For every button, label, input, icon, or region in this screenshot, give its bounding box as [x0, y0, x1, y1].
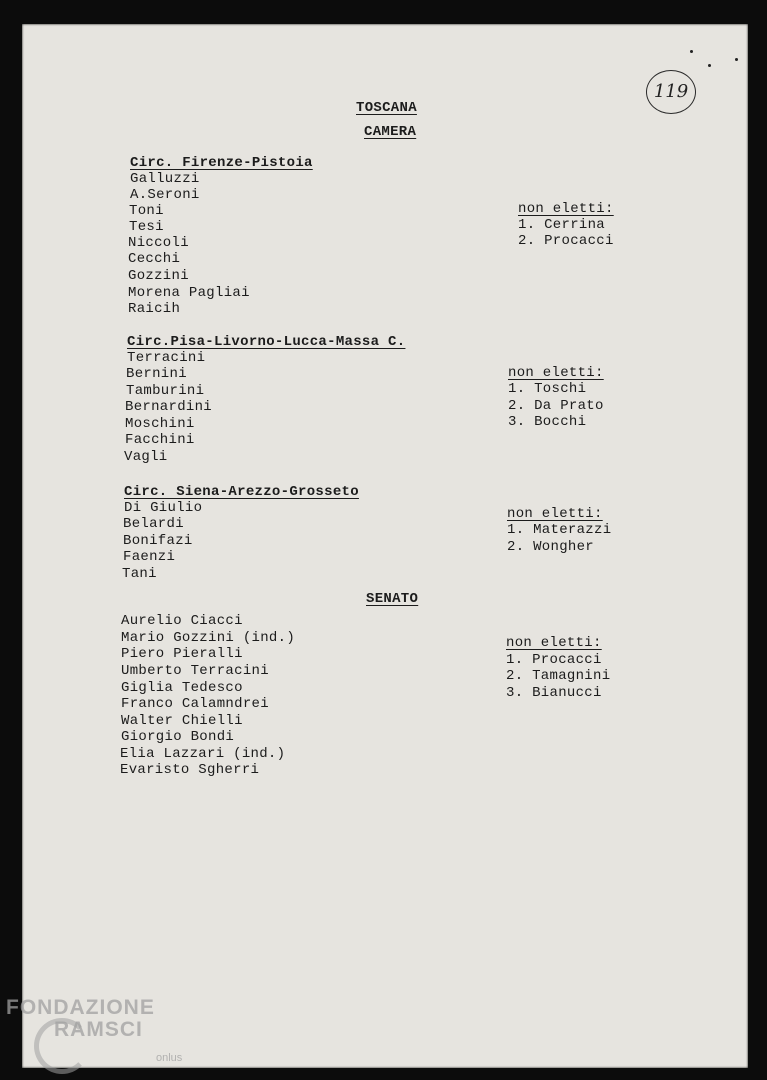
non-eletto: 2. Wongher	[507, 539, 595, 555]
senator: Aurelio Ciacci	[121, 613, 243, 629]
candidate: Moschini	[125, 416, 195, 432]
circ-title: Circ. Siena-Arezzo-Grosseto	[124, 484, 359, 500]
candidate: Niccoli	[128, 235, 189, 251]
senator: Elia Lazzari (ind.)	[120, 746, 286, 762]
candidate: Bonifazi	[123, 533, 193, 549]
region-title: TOSCANA	[356, 100, 417, 116]
senator: Walter Chielli	[121, 713, 243, 729]
senator: Giorgio Bondi	[121, 729, 235, 745]
non-eletto: 2. Da Prato	[508, 398, 604, 414]
senator: Giglia Tedesco	[121, 680, 243, 696]
non-eletti-label: non eletti:	[507, 506, 603, 522]
candidate: Terracini	[127, 350, 206, 366]
candidate: Cecchi	[128, 251, 181, 267]
non-eletti-label: non eletti:	[508, 365, 604, 381]
candidate: Raicih	[128, 301, 181, 317]
candidate: Bernardini	[125, 399, 213, 415]
page-number-stamp: 119	[646, 70, 696, 114]
candidate: Gozzini	[128, 268, 189, 284]
candidate: Facchini	[125, 432, 195, 448]
non-eletto: 3. Bocchi	[508, 414, 587, 430]
senator: Mario Gozzini (ind.)	[121, 630, 296, 646]
non-eletto: 2. Procacci	[518, 233, 614, 249]
senator: Franco Calamndrei	[121, 696, 269, 712]
watermark-line3: onlus	[156, 1052, 183, 1064]
candidate: Galluzzi	[130, 171, 200, 187]
non-eletto: 2. Tamagnini	[506, 668, 611, 684]
candidate: Vagli	[124, 449, 168, 465]
non-eletto: 1. Cerrina	[518, 217, 606, 233]
candidate: Morena Pagliai	[128, 285, 250, 301]
ink-mark	[735, 58, 738, 61]
non-eletto: 3. Bianucci	[506, 685, 602, 701]
g-logo-icon	[34, 1018, 90, 1074]
candidate: Tesi	[129, 219, 164, 235]
senator: Evaristo Sgherri	[120, 762, 260, 778]
candidate: Tamburini	[126, 383, 205, 399]
ink-mark	[708, 64, 711, 67]
fondazione-gramsci-watermark	[6, 996, 183, 1064]
non-eletto: 1. Materazzi	[507, 522, 612, 538]
watermark-line1: FONDAZIONE	[6, 996, 155, 1019]
circ-title: Circ. Firenze-Pistoia	[130, 155, 313, 171]
ink-mark	[690, 50, 693, 53]
non-eletti-label: non eletti:	[506, 635, 602, 651]
candidate: A.Seroni	[130, 187, 200, 203]
senator: Umberto Terracini	[121, 663, 269, 679]
watermark-line2: RAMSCI	[54, 1018, 143, 1041]
candidate: Bernini	[126, 366, 187, 382]
camera-heading: CAMERA	[364, 124, 417, 140]
non-eletto: 1. Toschi	[508, 381, 587, 397]
non-eletti-label: non eletti:	[518, 201, 614, 217]
candidate: Di Giulio	[124, 500, 203, 516]
circ-title: Circ.Pisa-Livorno-Lucca-Massa C.	[127, 334, 406, 350]
candidate: Tani	[122, 566, 157, 582]
candidate: Belardi	[123, 516, 184, 532]
candidate: Faenzi	[123, 549, 176, 565]
candidate: Toni	[129, 203, 164, 219]
senato-heading: SENATO	[366, 591, 419, 607]
senator: Piero Pieralli	[121, 646, 243, 662]
non-eletto: 1. Procacci	[506, 652, 602, 668]
